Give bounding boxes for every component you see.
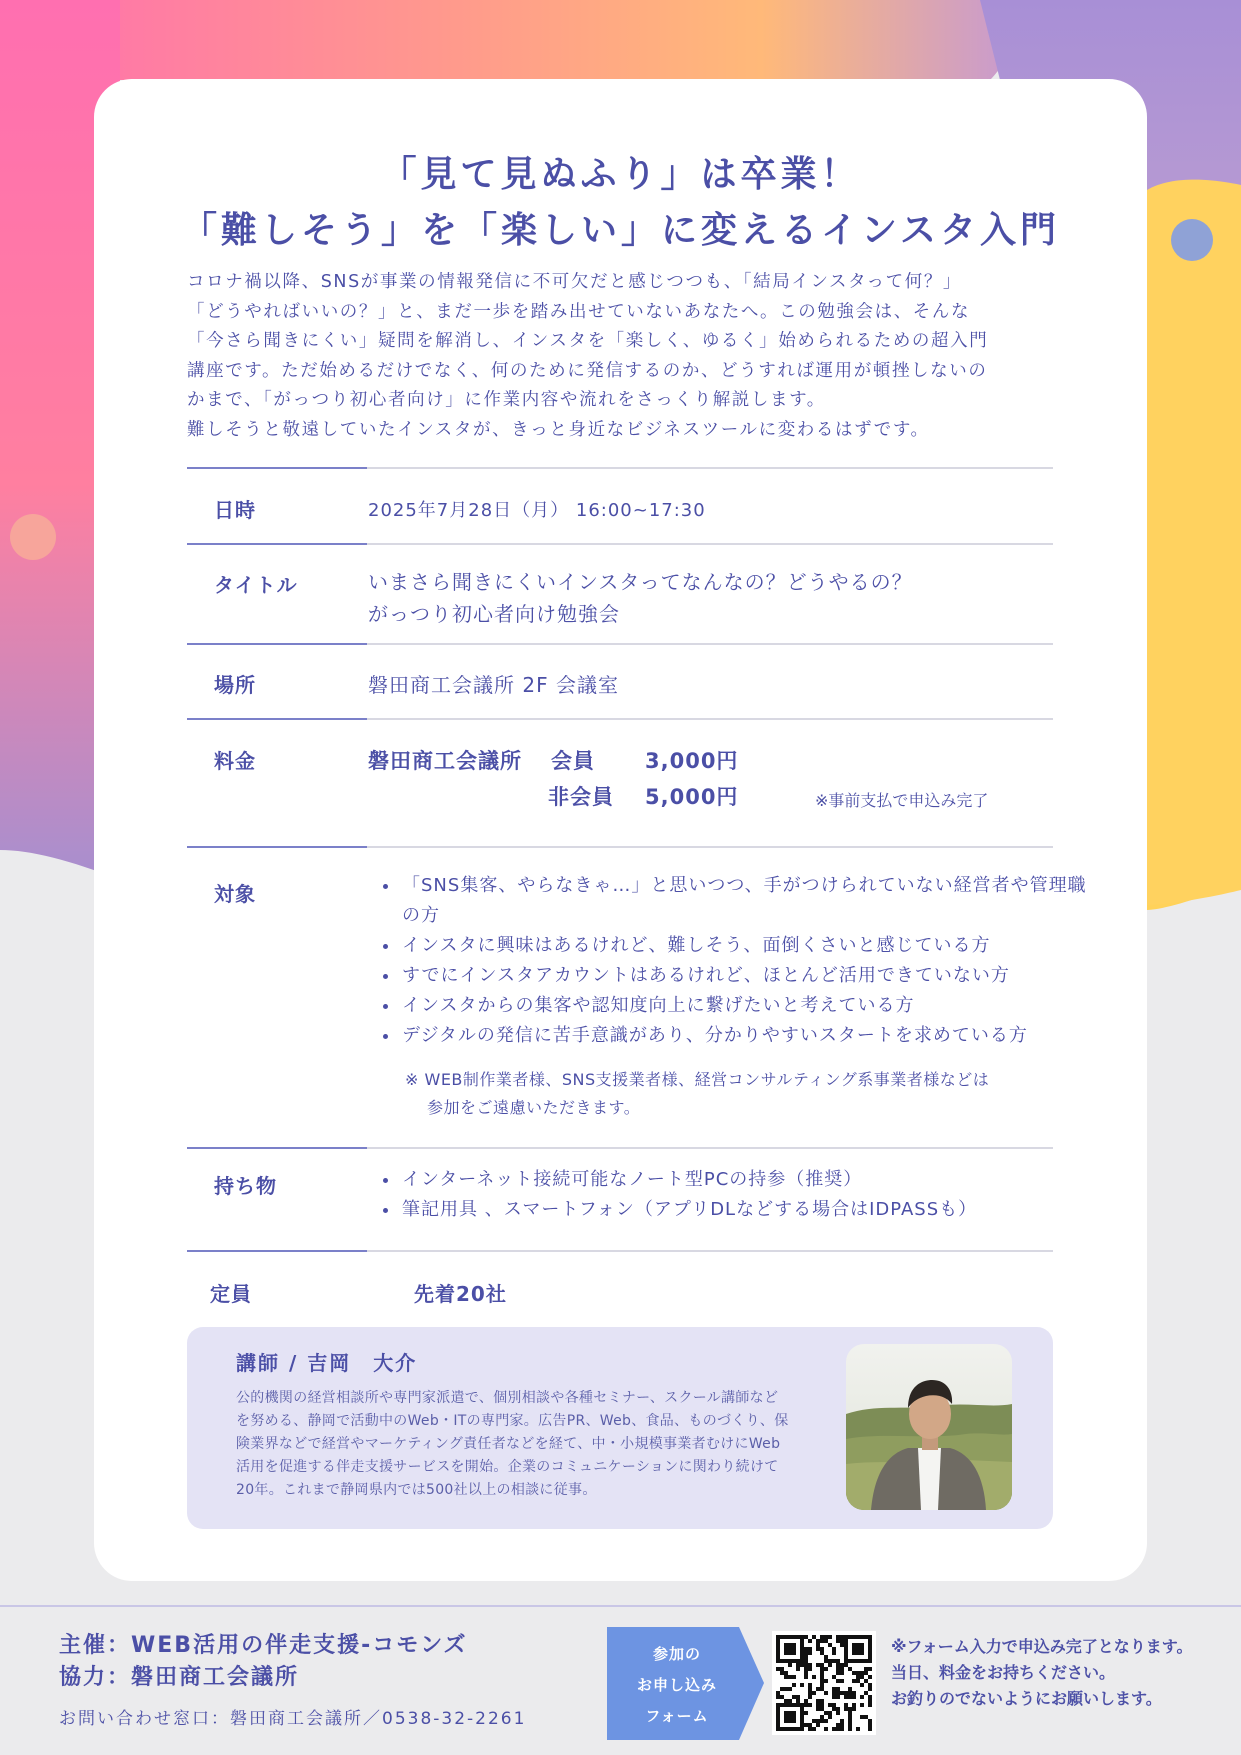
form-note-line: お釣りのでないようにお願いします。 (891, 1689, 1162, 1708)
apply-button-label: 参加の (652, 1645, 701, 1663)
divider (187, 846, 1053, 848)
divider (187, 643, 1053, 645)
target-exclusion-note (405, 1066, 989, 1122)
intro-text (187, 268, 1057, 445)
place-value: 磐田商工会議所 2F 会議室 (368, 673, 619, 697)
bio-line: 険業界などで経営やマーケティング責任者などを経て、中・小規模事業者むけにWeb (236, 1436, 781, 1452)
list-item: • すでにインスタアカウントはあるけれど、ほとんど活用できていない方 (400, 961, 1090, 991)
list-item: • デジタルの発信に苦手意識があり、分かりやすいスタートを求めている方 (400, 1021, 1090, 1051)
divider (187, 467, 1053, 469)
list-item: • インスタに興味はあるけれど、難しそう、面倒くさいと感じている方 (400, 931, 1090, 961)
intro-line: コロナ禍以降、SNSが事業の情報発信に不可欠だと感じつつも、「結局インスタって何？」 (187, 272, 963, 292)
fee-label: 料金 (214, 749, 256, 773)
target-list (372, 871, 1090, 1051)
intro-line: 講座です。ただ始めるだけでなく、何のために発信するのか、どうすれば運用が頓挫しないの (187, 360, 988, 381)
note-line: ※ WEB制作業者様、SNS支援業者様、経営コンサルティング系事業者様などは (405, 1070, 990, 1089)
divider (187, 543, 1053, 545)
lecturer-title: 講師 / 吉岡 大介 (236, 1351, 418, 1375)
form-note-line: ※フォーム入力で申込み完了となります。 (891, 1637, 1193, 1656)
fee-member-price: 3,000円 (645, 749, 739, 773)
divider (187, 718, 1053, 720)
datetime-label: 日時 (214, 498, 256, 522)
bio-line: 活用を促進する伴走支援サービスを開始。企業のコミュニケーションに関わり続けて (236, 1459, 779, 1475)
divider (187, 1147, 1053, 1149)
bio-line: を努める、静岡で活動中のWeb・ITの専門家。広告PR、Web、食品、ものづくり、保 (236, 1413, 789, 1429)
capacity-label: 定員 (210, 1282, 252, 1306)
lecturer-photo (846, 1344, 1012, 1510)
cooperation: 協力：磐田商工会議所 (59, 1665, 300, 1690)
fee-note: ※事前支払で申込み完了 (815, 791, 989, 810)
event-title-label: タイトル (214, 573, 298, 597)
page-title-line1: 「見て見ぬふり」は卒業！ (380, 154, 861, 195)
list-item: • インスタからの集客や認知度向上に繋げたいと考えている方 (400, 991, 1090, 1021)
divider (187, 1250, 1053, 1252)
bio-line: 20年。これまで静岡県内では500社以上の相談に従事。 (236, 1482, 597, 1498)
target-label: 対象 (214, 882, 256, 906)
bio-line: 公的機関の経営相談所や専門家派遣で、個別相談や各種セミナー、スクール講師など (236, 1390, 779, 1406)
fee-nonmember-label: 非会員 (548, 785, 614, 809)
datetime-value: 2025年7月28日（月） 16:00~17:30 (368, 500, 706, 521)
event-title-line1: いまさら聞きにくいインスタってなんなの？どうやるの？ (368, 570, 913, 594)
organizer: 主催：WEB活用の伴走支援-コモンズ (59, 1633, 468, 1658)
contact-info: お問い合わせ窓口：磐田商工会議所／0538-32-2261 (59, 1709, 527, 1729)
form-note-line: 当日、料金をお持ちください。 (891, 1663, 1116, 1682)
list-item: • 「SNS集客、やらなきゃ…」と思いつつ、手がつけられていない経営者や管理職の方 (400, 871, 1090, 931)
apply-button-label: フォーム (645, 1707, 709, 1725)
intro-line: かまで、「がっつり初心者向け」に作業内容や流れをさっくり解説します。 (187, 390, 826, 410)
lecturer-box (187, 1327, 1053, 1529)
apply-button-label: お申し込み (636, 1676, 717, 1694)
fee-nonmember-price: 5,000円 (645, 785, 739, 809)
intro-line: 難しそうと敬遠していたインスタが、きっと身近なビジネスツールに変わるはずです。 (187, 419, 930, 440)
qr-code[interactable] (772, 1631, 876, 1735)
form-note (891, 1634, 1192, 1712)
capacity-value: 先着20社 (414, 1282, 507, 1306)
page-title-line2: 「難しそう」を「楽しい」に変えるインスタ入門 (181, 210, 1060, 251)
list-item: • インターネット接続可能なノート型PCの持参（推奨） (400, 1165, 1090, 1195)
fee-member-label: 会員 (551, 749, 595, 773)
fee-org: 磐田商工会議所 (368, 749, 522, 773)
lecturer-bio (236, 1387, 826, 1502)
belongings-list (372, 1165, 1090, 1225)
list-item: • 筆記用具 、スマートフォン（アプリDLなどする場合はIDPASSも） (400, 1195, 1090, 1225)
event-title-line2: がっつり初心者向け勉強会 (368, 602, 620, 626)
place-label: 場所 (214, 673, 256, 697)
intro-line: 「どうやればいいの？」と、まだ一歩を踏み出せていないあなたへ。この勉強会は、そんな (187, 301, 971, 322)
intro-line: 「今さら聞きにくい」疑問を解消し、インスタを「楽しく、ゆるく」始められるための超入門 (187, 331, 989, 351)
footer-divider (0, 1605, 1241, 1607)
note-line: 参加をご遠慮いただきます。 (427, 1098, 641, 1117)
belongings-label: 持ち物 (214, 1174, 277, 1198)
apply-form-button[interactable] (607, 1627, 764, 1740)
